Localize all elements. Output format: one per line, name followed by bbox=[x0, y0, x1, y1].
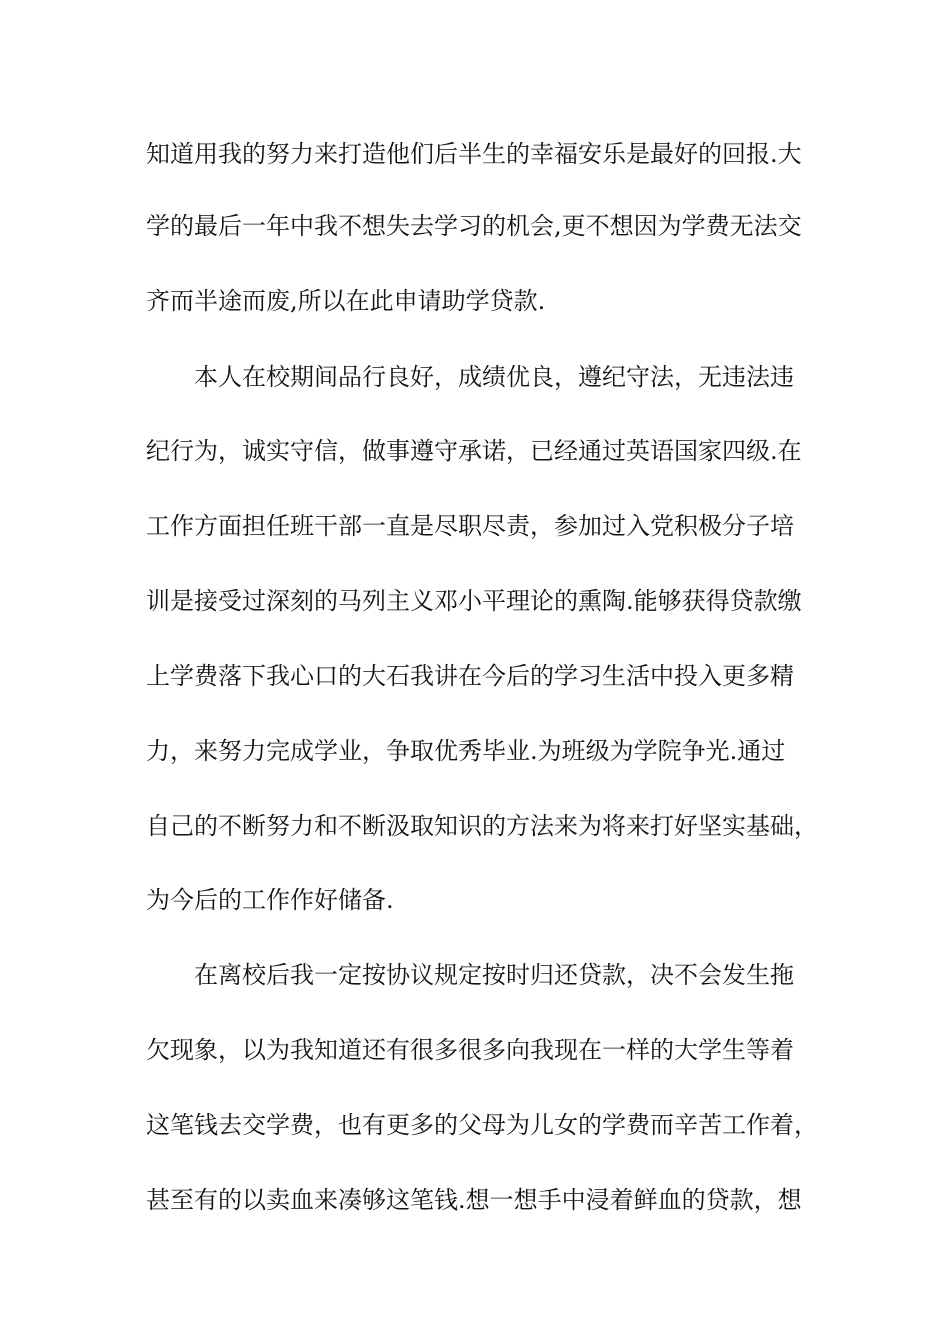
text-line: 欠现象，以为我知道还有很多很多向我现在一样的大学生等着 bbox=[146, 1036, 794, 1064]
paragraph-first-line: 在离校后我一定按协议规定按时归还贷款，决不会发生拖 bbox=[194, 961, 794, 989]
text-line: 学的最后一年中我不想失去学习的机会,更不想因为学费无法交 bbox=[146, 212, 802, 240]
text-line: 训是接受过深刻的马列主义邓小平理论的熏陶.能够获得贷款缴 bbox=[146, 587, 802, 615]
text-line: 自己的不断努力和不断汲取知识的方法来为将来打好坚实基础， bbox=[146, 812, 818, 840]
text-line: 上学费落下我心口的大石我讲在今后的学习生活中投入更多精 bbox=[146, 662, 794, 690]
text-line: 甚至有的以卖血来凑够这笔钱.想一想手中浸着鲜血的贷款，想 bbox=[146, 1186, 802, 1214]
text-line: 纪行为，诚实守信，做事遵守承诺，已经通过英语国家四级.在 bbox=[146, 437, 802, 465]
text-line: 这笔钱去交学费，也有更多的父母为儿女的学费而辛苦工作着， bbox=[146, 1111, 818, 1139]
text-line: 为今后的工作作好储备. bbox=[146, 886, 394, 914]
paragraph-first-line: 本人在校期间品行良好，成绩优良，遵纪守法，无违法违 bbox=[194, 363, 794, 391]
text-line: 工作方面担任班干部一直是尽职尽责，参加过入党积极分子培 bbox=[146, 512, 794, 540]
text-line: 力，来努力完成学业，争取优秀毕业.为班级为学院争光.通过 bbox=[146, 737, 786, 765]
text-line: 齐而半途而废,所以在此申请助学贷款. bbox=[146, 287, 546, 315]
text-line: 知道用我的努力来打造他们后半生的幸福安乐是最好的回报.大 bbox=[146, 140, 802, 168]
